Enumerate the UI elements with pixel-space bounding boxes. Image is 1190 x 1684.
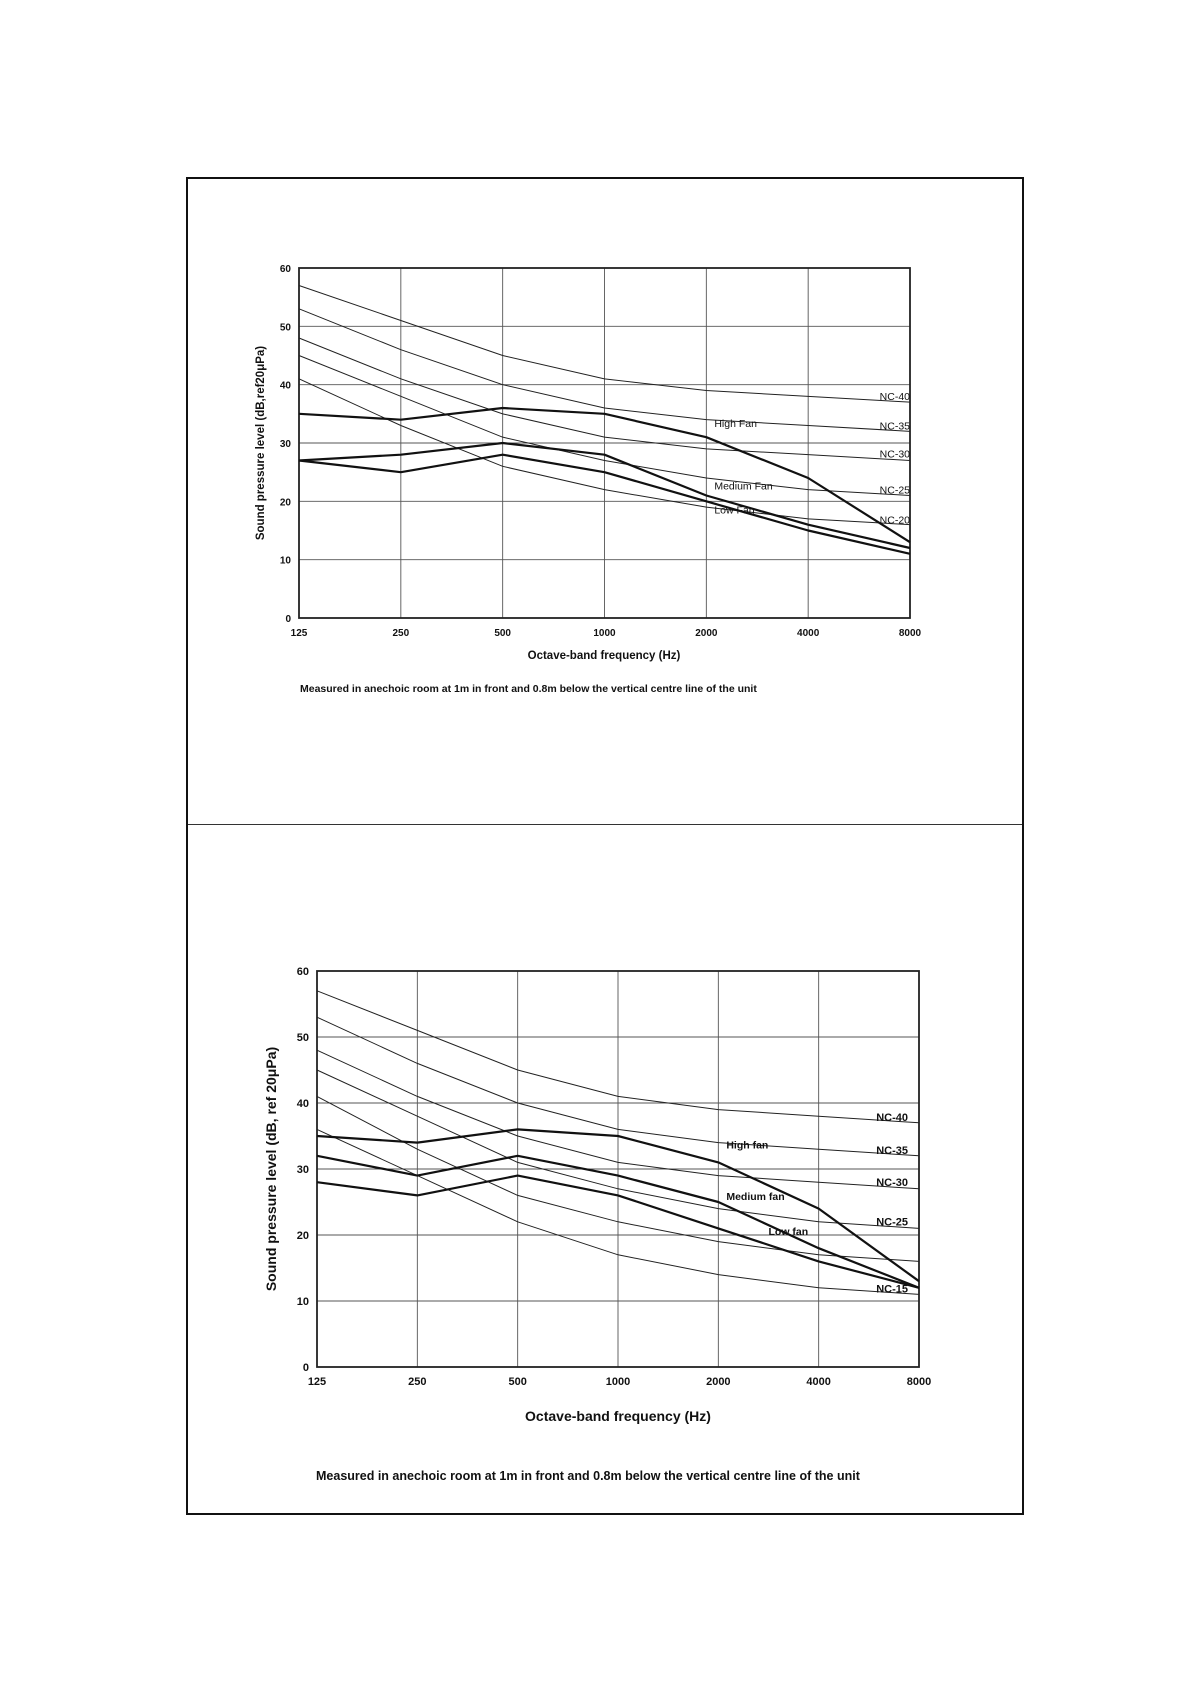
x-tick-label: 500 [508,1376,527,1388]
y-tick-label: 0 [302,1362,309,1374]
y-axis-label: Sound pressure level (dB, ref 20μPa) [263,1046,279,1292]
y-tick-label: 0 [285,614,291,625]
x-tick-label: 8000 [898,628,922,639]
x-tick-label: 2000 [706,1376,731,1388]
x-axis-label: Octave-band frequency (Hz) [527,650,681,662]
x-tick-label: 125 [307,1376,327,1388]
series-label: Low Fan [714,504,755,517]
x-tick-label: 4000 [797,628,820,639]
nc-curve-label: NC-25 [879,484,910,497]
y-tick-label: 40 [279,380,291,392]
grid [317,971,919,1367]
y-tick-label: 10 [279,555,291,567]
series-label: High Fan [714,418,757,431]
y-axis-label: Sound pressure level (dB,ref20μPa) [255,345,267,541]
x-tick-label: 1000 [593,628,616,639]
y-tick-label: 30 [296,1164,309,1176]
nc-curve-label: NC-35 [876,1144,908,1157]
x-tick-label: 1000 [605,1376,631,1388]
x-tick-label: 250 [392,628,410,639]
y-tick-label: 20 [296,1230,309,1242]
y-tick-label: 60 [296,966,309,978]
y-tick-label: 30 [279,439,291,450]
x-axis-label: Octave-band frequency (Hz) [525,1408,711,1424]
series-label: High fan [726,1139,769,1152]
chart-top-caption: Measured in anechoic room at 1m in front and 0.8m below the vertical centre line of the unit [300,683,757,695]
x-tick-label: 2000 [695,628,718,639]
y-tick-label: 50 [296,1032,309,1044]
y-tick-label: 60 [279,264,291,275]
x-tick-label: 4000 [806,1376,831,1388]
y-tick-label: 10 [296,1296,309,1308]
nc-curve-label: NC-40 [876,1111,908,1124]
chart-bottom-caption: Measured in anechoic room at 1m in front and 0.8m below the vertical centre line of the unit [316,1469,860,1483]
nc-curve-label: NC-25 [876,1216,908,1229]
y-tick-label: 40 [296,1098,309,1110]
x-tick-label: 125 [290,628,308,639]
x-tick-label: 500 [494,628,512,639]
series-label: Medium fan [726,1191,785,1203]
nc-curve-label: NC-15 [876,1283,908,1296]
y-tick-label: 50 [279,322,291,334]
series-label: Low fan [768,1225,809,1238]
y-tick-label: 20 [279,497,291,509]
nc-curve-label: NC-35 [879,420,910,433]
nc-curve-label: NC-20 [879,514,910,527]
series-label: Medium Fan [714,480,773,493]
nc-curve-label: NC-40 [879,391,910,404]
x-tick-label: 8000 [906,1376,932,1388]
nc-curve-label: NC-30 [879,448,910,461]
nc-curve-label: NC-30 [876,1176,908,1189]
x-tick-label: 250 [408,1376,427,1388]
